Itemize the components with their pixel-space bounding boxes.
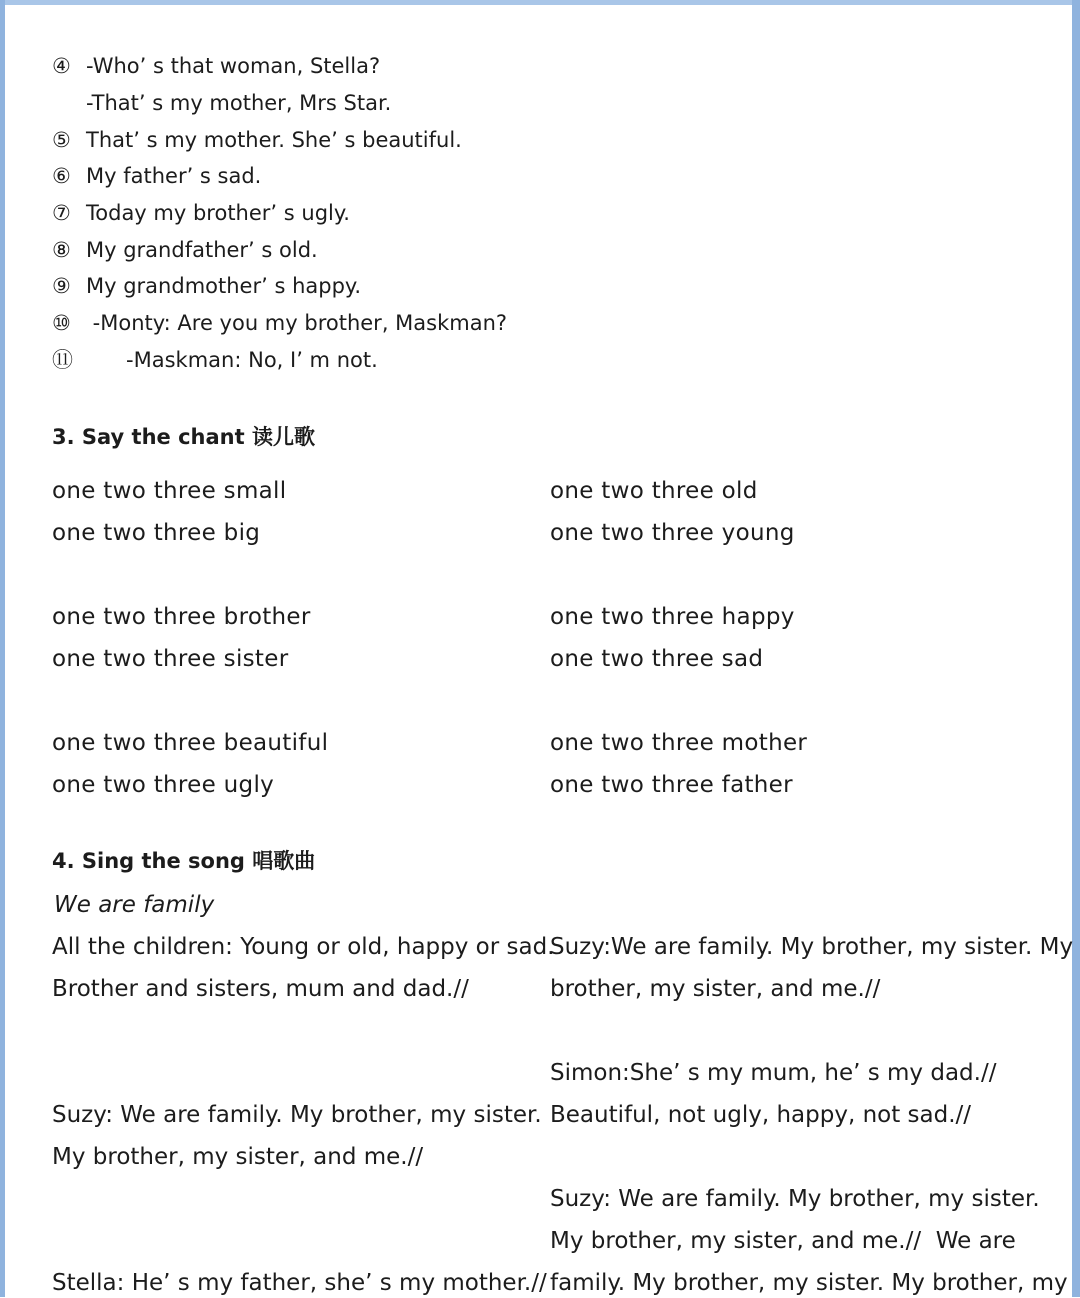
dialogue-line bbox=[52, 272, 361, 300]
chant-line: one two three ugly bbox=[52, 772, 275, 798]
lyric-line: Stella: He’ s my father, she’ s my mother.// bbox=[52, 1270, 547, 1296]
dialogue-text: That’ s my mother. She’ s beautiful. bbox=[86, 128, 462, 152]
item-number: ⑦ bbox=[52, 201, 71, 225]
dialogue-line bbox=[52, 162, 261, 190]
dialogue-line bbox=[52, 52, 380, 80]
chant-line: one two three brother bbox=[52, 604, 311, 630]
lyric-line: Suzy: We are family. My brother, my sister. bbox=[52, 1102, 542, 1128]
right-border bbox=[1072, 0, 1080, 1297]
lyric-line: Suzy: We are family. My brother, my sister. bbox=[550, 1186, 1040, 1212]
lyric-line: My brother, my sister, and me.// We are bbox=[550, 1228, 1016, 1254]
item-number: ⑩ bbox=[52, 311, 71, 335]
dialogue-text: My grandfather’ s old. bbox=[86, 238, 318, 262]
chant-line: one two three sister bbox=[52, 646, 289, 672]
item-number: ④ bbox=[52, 54, 71, 78]
lyric-line: Simon:She’ s my mum, he’ s my dad.// bbox=[550, 1060, 997, 1086]
dialogue-line bbox=[52, 309, 507, 337]
item-number: ⑧ bbox=[52, 238, 71, 262]
dialogue-text: -Maskman: No, I’ m not. bbox=[86, 348, 378, 372]
lyric-line: brother, my sister, and me.// bbox=[550, 976, 881, 1002]
song-title: We are family bbox=[54, 892, 215, 918]
section-heading-song: 4. Sing the song 唱歌曲 bbox=[52, 849, 316, 873]
item-number: ⑤ bbox=[52, 128, 71, 152]
dialogue-line bbox=[52, 126, 462, 154]
left-border bbox=[0, 0, 5, 1297]
dialogue-text: -That’ s my mother, Mrs Star. bbox=[86, 91, 392, 115]
chant-line: one two three happy bbox=[550, 604, 795, 630]
chant-line: one two three big bbox=[52, 520, 261, 546]
item-number: ⑥ bbox=[52, 164, 71, 188]
dialogue-text: -Who’ s that woman, Stella? bbox=[86, 54, 381, 78]
dialogue-line bbox=[52, 199, 350, 227]
lyric-line: Brother and sisters, mum and dad.// bbox=[52, 976, 469, 1002]
lyric-line: Beautiful, not ugly, happy, not sad.// bbox=[550, 1102, 972, 1128]
dialogue-line bbox=[52, 346, 378, 374]
dialogue-text: Today my brother’ s ugly. bbox=[86, 201, 350, 225]
section-heading-chant: 3. Say the chant 读儿歌 bbox=[52, 425, 315, 449]
dialogue-line bbox=[52, 89, 391, 117]
dialogue-text: My father’ s sad. bbox=[86, 164, 262, 188]
chant-line: one two three sad bbox=[550, 646, 764, 672]
lyric-line: Suzy:We are family. My brother, my sister. My bbox=[550, 934, 1074, 960]
chant-line: one two three mother bbox=[550, 730, 808, 756]
item-number: ⑪ bbox=[52, 348, 73, 372]
dialogue-text: -Monty: Are you my brother, Maskman? bbox=[86, 311, 508, 335]
top-border bbox=[0, 0, 1080, 5]
chant-line: one two three beautiful bbox=[52, 730, 329, 756]
lyric-line: All the children: Young or old, happy or sad. bbox=[52, 934, 555, 960]
dialogue-line bbox=[52, 236, 318, 264]
item-number: ⑨ bbox=[52, 274, 71, 298]
chant-line: one two three old bbox=[550, 478, 758, 504]
chant-line: one two three young bbox=[550, 520, 795, 546]
chant-line: one two three father bbox=[550, 772, 793, 798]
dialogue-text: My grandmother’ s happy. bbox=[86, 274, 362, 298]
lyric-line: My brother, my sister, and me.// bbox=[52, 1144, 424, 1170]
chant-line: one two three small bbox=[52, 478, 287, 504]
lyric-line: family. My brother, my sister. My brother, my bbox=[550, 1270, 1068, 1296]
